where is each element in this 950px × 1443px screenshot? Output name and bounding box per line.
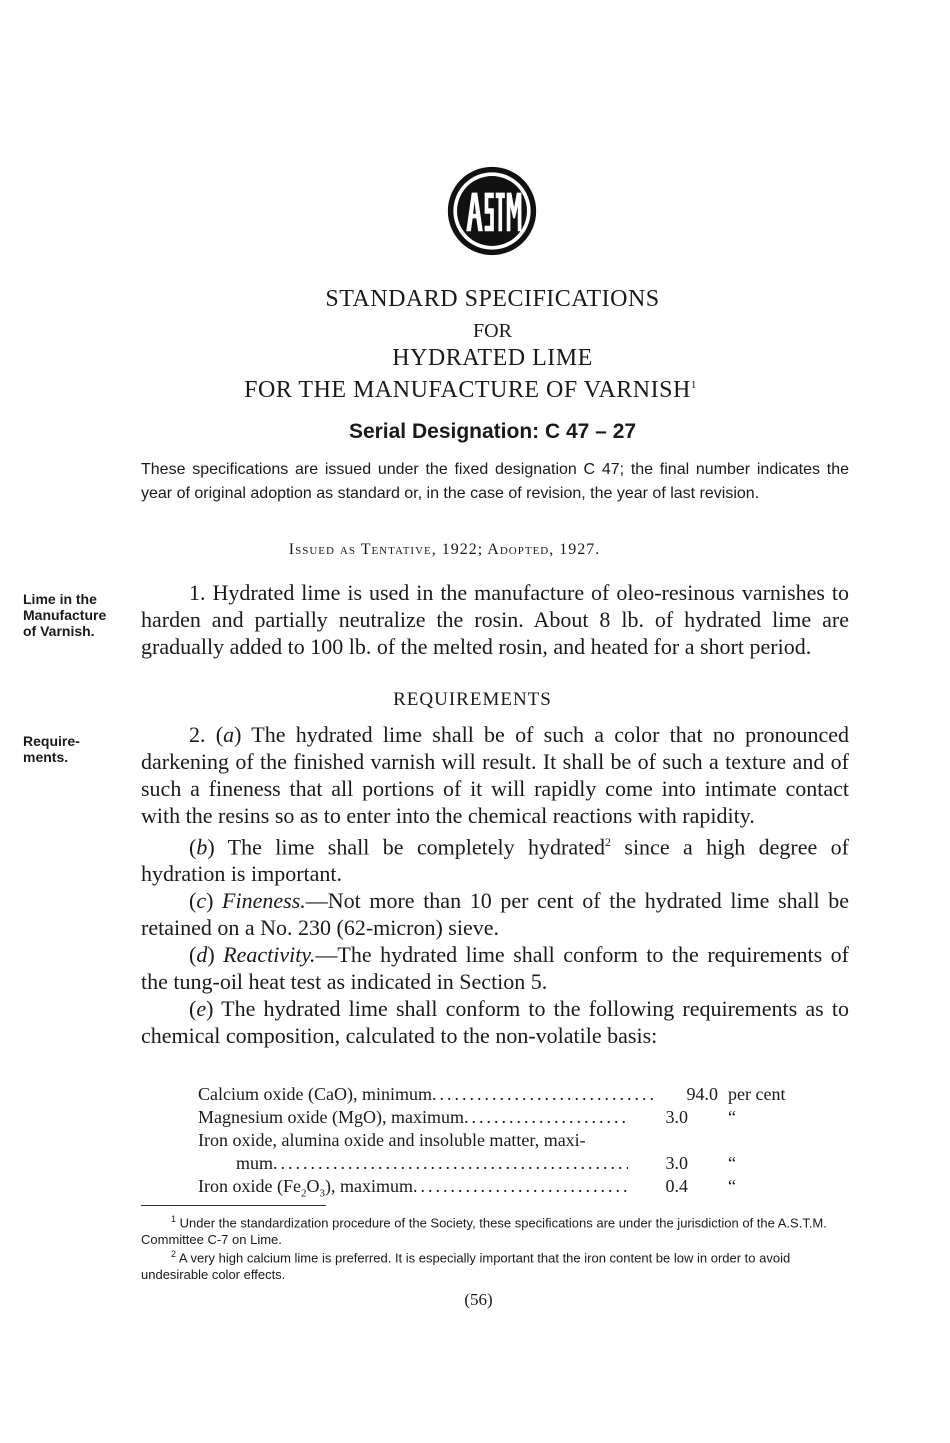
margin-note-line: Manufacture bbox=[23, 607, 107, 623]
margin-note-lime bbox=[23, 591, 106, 639]
table-row bbox=[198, 1175, 818, 1206]
margin-note-line: ments. bbox=[23, 749, 69, 765]
title-line-4: FOR THE MANUFACTURE OF VARNISH$^1$ bbox=[244, 377, 697, 403]
component-name: Iron oxide $(Fe_2O_3)$, maximum bbox=[198, 1176, 413, 1200]
serial-designation: Serial Designation: C 47 – 27 bbox=[348, 420, 637, 443]
section-1-text: 1. Hydrated lime is used in the manufacture of oleo-resinous varnishes to harden and partially neutralize the rosin. About 8 lb. of hydrated lime are gradually added to 100 lb. of the melted rosin, and heated for a short period. bbox=[141, 580, 849, 659]
astm-logo bbox=[446, 165, 538, 257]
table-row bbox=[198, 1129, 818, 1152]
intro-paragraph: These specifications are issued under the fixed designation C 47; the final number indicates the year of original adoption as standard or, in the case of revision, the year of last revision. bbox=[141, 461, 849, 502]
footnote-2: $^2$ A very high calcium lime is preferred. It is especially important that the iron content be low in order to avoid undesirable color effects. bbox=[141, 1249, 791, 1283]
requirements-heading: REQUIREMENTS bbox=[393, 689, 552, 710]
page-number: (56) bbox=[464, 1290, 493, 1309]
leader-dots bbox=[273, 1152, 628, 1175]
component-unit: “ bbox=[728, 1107, 736, 1127]
section-2a: 2. (a) The hydrated lime shall be of such a color that no pronounced darkening of the finished varnish will result. It shall be of such a texture and of such a fineness that all portions of it will rapidly come into intimate contact with the resins so as to enter into the chemical reactions with rapidity. bbox=[141, 722, 850, 828]
component-name-continued: mum bbox=[236, 1153, 274, 1173]
component-name: Iron oxide, alumina oxide and insoluble matter, maxi- bbox=[198, 1130, 586, 1150]
component-unit: per cent bbox=[728, 1084, 786, 1104]
component-name: Calcium oxide (CaO), minimum bbox=[198, 1084, 432, 1104]
leader-dots bbox=[432, 1083, 658, 1106]
component-value: 3.0 bbox=[665, 1107, 688, 1127]
component-value: 3.0 bbox=[665, 1153, 688, 1173]
component-value: 0.4 bbox=[665, 1176, 688, 1196]
component-unit: “ bbox=[728, 1176, 736, 1196]
title-line-1: STANDARD SPECIFICATIONS bbox=[325, 286, 660, 312]
component-name: Magnesium oxide (MgO), maximum bbox=[198, 1107, 464, 1127]
section-2 bbox=[141, 721, 849, 1049]
composition-table bbox=[198, 1083, 818, 1206]
section-2e: (e) The hydrated lime shall conform to the following requirements as to chemical composition, calculated to the non-volatile basis: bbox=[141, 996, 849, 1049]
title-line-2: FOR bbox=[473, 320, 512, 342]
issued-line: Issued as Tentative, 1922; Adopted, 1927. bbox=[288, 541, 601, 558]
title-line-3: HYDRATED LIME bbox=[392, 345, 593, 371]
margin-note-line: Require- bbox=[23, 733, 80, 749]
component-value: 94.0 bbox=[686, 1084, 718, 1104]
margin-note-requirements bbox=[23, 733, 80, 765]
table-row bbox=[198, 1083, 818, 1106]
section-2b: (b) The lime shall be completely hydrated$^2$ since a high degree of hydration is important. bbox=[141, 834, 849, 887]
leader-dots bbox=[413, 1175, 628, 1198]
margin-note-line: of Varnish. bbox=[23, 623, 95, 639]
leader-dots bbox=[464, 1106, 628, 1129]
component-unit: “ bbox=[728, 1153, 736, 1173]
section-2c: (c) Fineness.—Not more than 10 per cent of the hydrated lime shall be retained on a No. 230 (62-micron) sieve. bbox=[141, 888, 849, 941]
footnote-1: $^1$ Under the standardization procedure of the Society, these specifications are under the jurisdiction of the A.S.T.M. Committee C-7 on Lime. bbox=[141, 1214, 827, 1248]
footnote-divider bbox=[141, 1205, 326, 1206]
section-1 bbox=[141, 579, 849, 660]
table-row bbox=[198, 1106, 818, 1129]
table-row bbox=[198, 1152, 818, 1175]
section-2d: (d) Reactivity.—The hydrated lime shall conform to the requirements of the tung-oil heat test as indicated in Section 5. bbox=[141, 942, 850, 995]
margin-note-line: Lime in the bbox=[23, 591, 97, 607]
footnote-ref-1: 1 bbox=[690, 379, 697, 391]
footnote-ref-2: 2 bbox=[604, 835, 611, 849]
